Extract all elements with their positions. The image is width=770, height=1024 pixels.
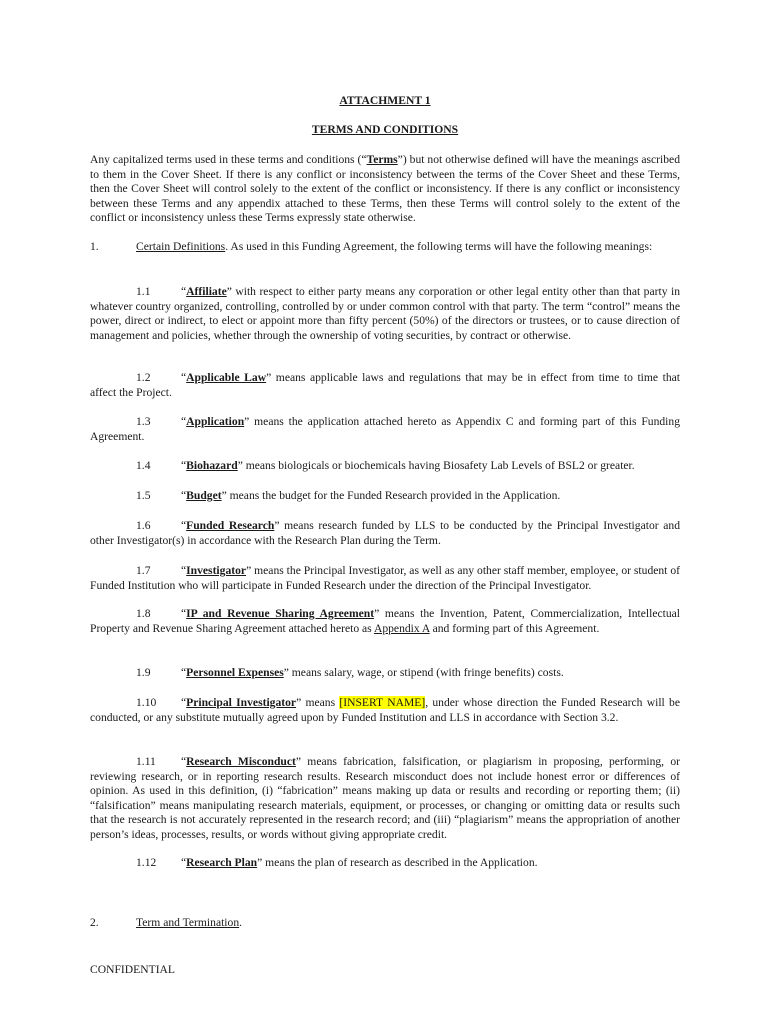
confidential-footer: CONFIDENTIAL [90, 963, 176, 976]
definition-principal-investigator: 1.10 “Principal Investigator” means [INSERT NAME], under whose direction the Funded Research will be conducted, or any substitute mutually agreed upon by Funded Institution and LLS in accordance with Section 3.2. [90, 696, 680, 724]
definition-investigator: 1.7 “Investigator” means the Principal Investigator, as well as any other staff member, employee, or student of Funded Institution who will participate in Funded Research under the direction of the Principal Investigator. [90, 564, 680, 592]
defined-term: Investigator [186, 564, 247, 577]
definition-budget: 1.5 “Budget” means the budget for the Funded Research provided in the Application. [136, 489, 561, 502]
definition-biohazard: 1.4 “Biohazard” means biologicals or biochemicals having Biosafety Lab Levels of BSL2 or greater. [136, 459, 635, 472]
definition-research-misconduct: 1.11 “Research Misconduct” means fabrication, falsification, or plagiarism in proposing, performing, or reviewing research, or in reporting research results. Research misconduct does not include honest error or differences of opinion. As used in this definition, (i) “fabrication” means making up data or results and recording or reporting them; (ii) “falsification” means manipulating research materials, equipment, or processes, or changing or omitting data or results such that the research is not accurately represented in the research record; and (iii) “plagiarism” means the appropriation of another person’s ideas, processes, results, or words without giving appropriate credit. [90, 755, 680, 841]
defined-term: Personnel Expenses [186, 666, 284, 679]
defined-term: Budget [186, 489, 222, 502]
attachment-title: ATTACHMENT 1 [339, 94, 431, 107]
definition-application: 1.3 “Application” means the application attached hereto as Appendix C and forming part of this Funding Agreement. [90, 415, 680, 443]
section-title: Certain Definitions [136, 240, 226, 253]
section-number: 1. [90, 240, 99, 253]
defined-term: Affiliate [186, 285, 227, 298]
defined-term: Research Misconduct [186, 755, 296, 768]
defined-term: Principal Investigator [186, 696, 297, 709]
definition-applicable-law: 1.2 “Applicable Law” means applicable laws and regulations that may be in effect from time to time that affect the Project. [90, 371, 680, 399]
section-1-heading: 1. Certain Definitions. As used in this Funding Agreement, the following terms will have the following meanings: [90, 240, 653, 253]
defined-term: Biohazard [186, 459, 238, 472]
section-2-heading: 2. Term and Termination. [90, 916, 243, 929]
defined-term: Applicable Law [186, 371, 267, 384]
insert-name-placeholder: [INSERT NAME] [339, 696, 426, 709]
terms-title: TERMS AND CONDITIONS [311, 123, 459, 136]
section-number: 2. [90, 916, 99, 929]
defined-term: IP and Revenue Sharing Agreement [186, 607, 375, 620]
defined-term: Terms [366, 153, 398, 166]
defined-term: Funded Research [186, 519, 275, 532]
definition-affiliate: 1.1 “Affiliate” with respect to either party means any corporation or other legal entity other than that party in whatever country organized, controlling, controlled by or under common control with that party. The term “control” means the power, direct or indirect, to elect or appoint more than fifty percent (50%) of the directors or trustees, or to cause direction of management and policies, whether through the ownership of voting securities, by contract or otherwise. [90, 285, 680, 342]
definition-personnel-expenses: 1.9 “Personnel Expenses” means salary, wage, or stipend (with fringe benefits) costs. [136, 666, 564, 679]
intro-paragraph: Any capitalized terms used in these terms and conditions (“Terms”) but not otherwise defined will have the meanings ascribed to them in the Cover Sheet. If there is any conflict or inconsistency between the terms of the Cover Sheet and these Terms, then the Cover Sheet will control solely to the extent of the conflict or inconsistency. If there is any conflict or inconsistency between these Terms and any appendix attached to these Terms, then these Terms will control solely to the extent of the conflict or inconsistency unless these Terms expressly state otherwise. [90, 153, 680, 225]
section-title: Term and Termination [136, 916, 240, 929]
defined-term: Application [186, 415, 245, 428]
definition-ip-revenue-sharing: 1.8 “IP and Revenue Sharing Agreement” means the Invention, Patent, Commercialization, Intellectual Property and Revenue Sharing Agreement attached hereto as Appendix A and forming part of this Agreement. [90, 607, 680, 635]
definition-funded-research: 1.6 “Funded Research” means research funded by LLS to be conducted by the Principal Investigator and other Investigator(s) in accordance with the Research Plan during the Term. [90, 519, 681, 547]
defined-term: Research Plan [186, 856, 258, 869]
definition-research-plan: 1.12 “Research Plan” means the plan of research as described in the Application. [136, 856, 538, 869]
appendix-a-reference: Appendix A [373, 621, 430, 635]
